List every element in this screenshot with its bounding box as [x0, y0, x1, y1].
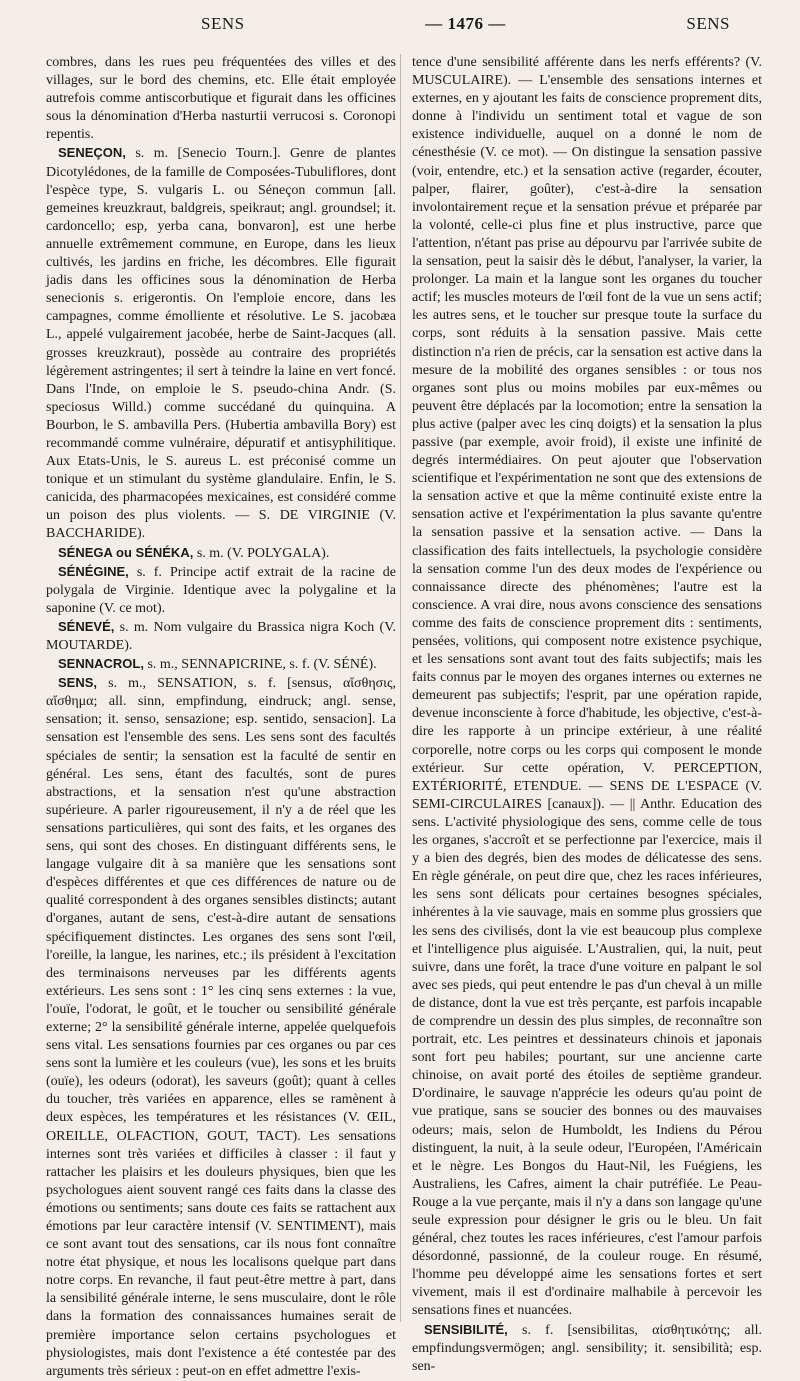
dictionary-entry	[46, 544, 396, 563]
entry-text: s. f. [sensibilitas, αἰσθητικότης; all. empfindungsvermögen; angl. sensibility; it. sensibilità; esp. sen-	[412, 1322, 762, 1374]
dictionary-entry	[46, 674, 396, 1381]
left-column	[46, 54, 396, 1381]
entry-headword: SENS,	[58, 675, 98, 691]
page-number: — 1476 —	[425, 14, 506, 33]
entry-headword: SENEÇON,	[58, 145, 126, 161]
right-running-head: SENS	[686, 14, 730, 33]
dictionary-entry	[46, 655, 396, 674]
dictionary-entry	[46, 563, 396, 618]
right-column	[412, 54, 762, 1381]
dictionary-entry	[412, 54, 762, 1321]
dictionary-entry	[46, 54, 396, 144]
running-header	[46, 14, 762, 54]
entry-text: s. m., SENSATION, s. f. [sensus, αἴσθησις, αἴσθημα; all. sinn, empfindung, eindruck; angl. sense, sensation; it. senso, sensazione; esp. sentido, sensacion]. La sensation est l'ensemble des sens. Les sens sont des facultés spéciales de sentir; la sensation est la faculté de sentir en général. Les sens, étant des facultés, sont de pures abstractions, et la sensation n'est qu'une abstraction supérieure. A parler rigoureusement, il n'y a de réel que les sensations particulières, qui sont des faits, et les organes des sens, qui sont des choses. En distinguant différents sens, le langage vulgaire dit à sa manière que les sensations sont d'espèces différentes et que ces différences de nature ou de qualité correspondent à des organes sensibles distincts; autant d'organes, autant de sens, c'est-à-dire autant de sensations spécifiquement distinctes. Les organes des sens sont l'œil, l'oreille, la langue, les narines, etc.; ils président à l'excitation des terminaisons nerveuses par les différents agents extérieurs. Les sens sont : 1° les cinq sens externes : la vue, l'ouïe, l'odorat, le goût, et le toucher ou sensibilité générale externe; 2° la sensibilité générale interne, appelée quelquefois sens vital. Les sensations fournies par ces organes ou par ces sens sont la lumière et les couleurs (vue), les sons et les bruits (ouïe), les odeurs (odorat), les saveurs (goût); quant à celles du toucher, très variées en apparence, elles se ramènent à deux espèces, les températures et les résistances (V. ŒIL, OREILLE, OLFACTION, GOUT, TACT). Les sensations internes sont très variées et difficiles à classer : il faut y rattacher les plaisirs et les douleurs physiques, bien que les psychologues aient souvent rangé ces faits dans la classe des émotions ou sentiments; sans doute ces faits se rattachent aux émotions par leur caractère intensif (V. SENTIMENT), mais ce sont avant tout des sensations, car ils nous font connaître notre état physique, et nous les localisons quelque part dans notre corps. En revanche, il faut peut-être mettre à part, dans la sensibilité générale interne, le sens musculaire, dont le rôle dans la formation des connaissances humaines serait de première importance selon certains psychologues et physiologistes, mais dont l'existence a été contestée par des arguments très sérieux : peut-on en effet admettre l'exis-	[46, 676, 396, 1379]
entry-text: combres, dans les rues peu fréquentées des villes et des villages, sur le bord des chemins, etc. Elle était employée autrefois comme antiscorbutique et figurait dans les officines sous la dénomination d'Herba nasturtii verrucosi s. Coronopi repentis.	[46, 55, 396, 143]
entry-text: s. m. Nom vulgaire du Brassica nigra Koch (V. MOUTARDE).	[46, 619, 396, 653]
dictionary-entry	[46, 618, 396, 655]
dictionary-entry	[412, 1321, 762, 1376]
column-rule	[400, 54, 401, 1322]
entry-text: tence d'une sensibilité afférente dans les nerfs efférents? (V. MUSCULAIRE). — L'ensemble des sensations internes et externes, en y ajoutant les faits de conscience proprement dits, donne à l'individu un sentiment total et vague de son existence individuelle, auquel on a donné le nom de cénesthésie (V. ce mot). — On distingue la sensation passive (voir, entendre, etc.) et la sensation active (regarder, écouter, palper, flairer, goûter), c'est-à-dire la sensation involontairement reçue et la sensation prévue et préparée par la volonté, celle-ci plus fine et plus instructive, parce que l'attention, n'étant pas prise au dépourvu par l'arrivée subite de la sensation, peut la saisir dès le début, l'analyser, la varier, la prolonger. La main et la langue sont les organes du toucher actif; les muscles moteurs de l'œil font de la vue un sens actif; les autres sens, et le toucher sur presque toute la surface du corps, sont réduits à la sensation passive. Mais cette distinction n'a rien de précis, car la sensation est active dans la mesure de la mobilité des organes sensibles : or tous nos organes sont plus ou moins mobiles par eux-mêmes ou peuvent être déplacés par la locomotion; entre la sensation la plus active (palper avec les cinq doigts) et la sensation la plus passive (par exemple, avoir froid), il existe une infinité de degrés intermédiaires. On peut ajouter que l'observation scientifique et l'expérimentation ne sont que des extensions de la sensation active et que la même continuité existe entre la sensation active et l'expérimentation la plus savante qu'entre la sensation passive et la sensation active. — Dans la classification des faits intellectuels, la psychologie considère la sensation comme l'un des deux modes de l'expérience ou connaissance directe des phénomènes; l'autre est la conscience. A vrai dire, nous avons conscience des sensations comme des faits de conscience proprement dits : sentiments, pensées, volitions, qui composent notre existence psychique, et les sensations sont avant tout des faits subjectifs; mais les faits connus par le moyen des organes internes ou externes ne demeurent pas subjectifs; l'esprit, par une opération rapide, devenue inconsciente à force d'habitude, les objective, c'est-à-dire les rapporte à un principe extérieur, à une réalité corporelle, notre corps ou les corps qui composent le monde extérieur. Sur cette opération, V. PERCEPTION, EXTÉRIORITÉ, ETENDUE. — SENS DE L'ESPACE (V. SEMI-CIRCULAIRES [canaux]). — || Anthr. Education des sens. L'activité physiologique des sens, comme celle de tous les organes, s'accroît et se perfectionne par l'exercice, mais il y a bien des degrés, bien des modes de délicatesse des sens. En règle générale, on peut dire que, chez les races inférieures, les sens sont délicats pour certaines besognes spéciales, inhérentes à la vie sauvage, mais en somme plus grossiers que les sens des civilisés, dont la vie est beaucoup plus complexe et l'intelligence plus aiguisée. L'Australien, qui, la nuit, peut suivre, dans une forêt, la trace d'une voiture en palpant le sol avec ses pieds, qui peut entendre le pas d'un cheval à un mille de distance, dont la vue est très perçante, est parfois incapable de comprendre un dessin des plus simples, de reconnaître son portrait, etc. Les peintres et dessinateurs chinois et japonais sont fort peu habiles; pourtant, sur une ancienne carte chinoise, on avait porté des étoiles de septième grandeur. D'ordinaire, le sauvage n'apprécie les odeurs qu'au point de vue pratique, sans se soucier des bonnes ou des mauvaises odeurs; mais, selon de Humboldt, les Indiens du Pérou distinguent, la nuit, à la seule odeur, l'Européen, l'Américain et le nègre. Les Bongos du Haut-Nil, les Fuégiens, les Australiens, les Cafres, aiment la chair putréfiée. Le Peau-Rouge a la vue perçante, mais il n'y a dans son langage qu'une seule expression pour désigner le gris ou le bleu. Un fait général, chez toutes les races inférieures, c'est l'amour parfois désordonné, passionné, de la couleur rouge. En résumé, l'homme peu développé aime les sensations fortes et sert vivement, mais il est d'ordinaire malhabile à percevoir les sensations fines et nuancées.	[412, 55, 762, 1319]
entry-headword: SENNACROL,	[58, 656, 144, 672]
entry-text: s. f. Principe actif extrait de la racine de polygala de Virginie. Identique avec la polygaline et la saponine (V. ce mot).	[46, 564, 397, 616]
entry-text: s. m., SENNAPICRINE, s. f. (V. SÉNÉ).	[147, 657, 377, 673]
dictionary-entry	[46, 144, 396, 543]
columns	[46, 54, 762, 1381]
entry-text: s. m. [Senecio Tourn.]. Genre de plantes Dicotylédones, de la famille de Composées-Tubuliflores, dont l'espèce type, S. vulgaris L. ou Séneçon commun [all. gemeines kreuzkraut, baldgreis, speikraut; angl. groundsel; it. cardoncello; esp, yerba cana, bonvaron], est une herbe annuelle extrêmement commune, en Europe, dans les lieux cultivés, les jardins en friche, les décombres. Elle figurait jadis dans les officines sous la dénomination de Herba senecionis s. erigerontis. On l'emploie encore, dans les campagnes, comme émolliente et résolutive. Le S. jacobæa L., appelé vulgairement jacobée, herbe de Saint-Jacques (all. grosses kreuzkraut), possède au contraire des propriétés légèrement astringentes; il sert à teindre la laine en vert foncé. Dans l'Inde, on emploie le S. pseudo-china Andr. (S. speciosus Willd.) comme succédané du quinquina. A Bourbon, le S. ambavilla Pers. (Hubertia ambavilla Bory) est recommandé comme vulnéraire, dépuratif et antisyphilitique. Aux Etats-Unis, le S. aureus L. est préconisé comme un tonique et un stimulant du système glandulaire. Enfin, le S. canicida, des pharmacopées mexicaines, est considéré comme un poison des plus violents. — S. DE VIRGINIE (V. BACCHARIDE).	[46, 146, 396, 542]
left-running-head: SENS	[201, 14, 245, 33]
entry-headword: SÉNEVÉ,	[58, 618, 115, 634]
entry-headword: SÉNEGA ou SÉNÉKA,	[58, 544, 194, 560]
entry-text: s. m. (V. POLYGALA).	[196, 545, 330, 561]
entry-headword: SÉNÉGINE,	[58, 563, 129, 579]
entry-headword: SENSIBILITÉ,	[424, 1321, 508, 1337]
